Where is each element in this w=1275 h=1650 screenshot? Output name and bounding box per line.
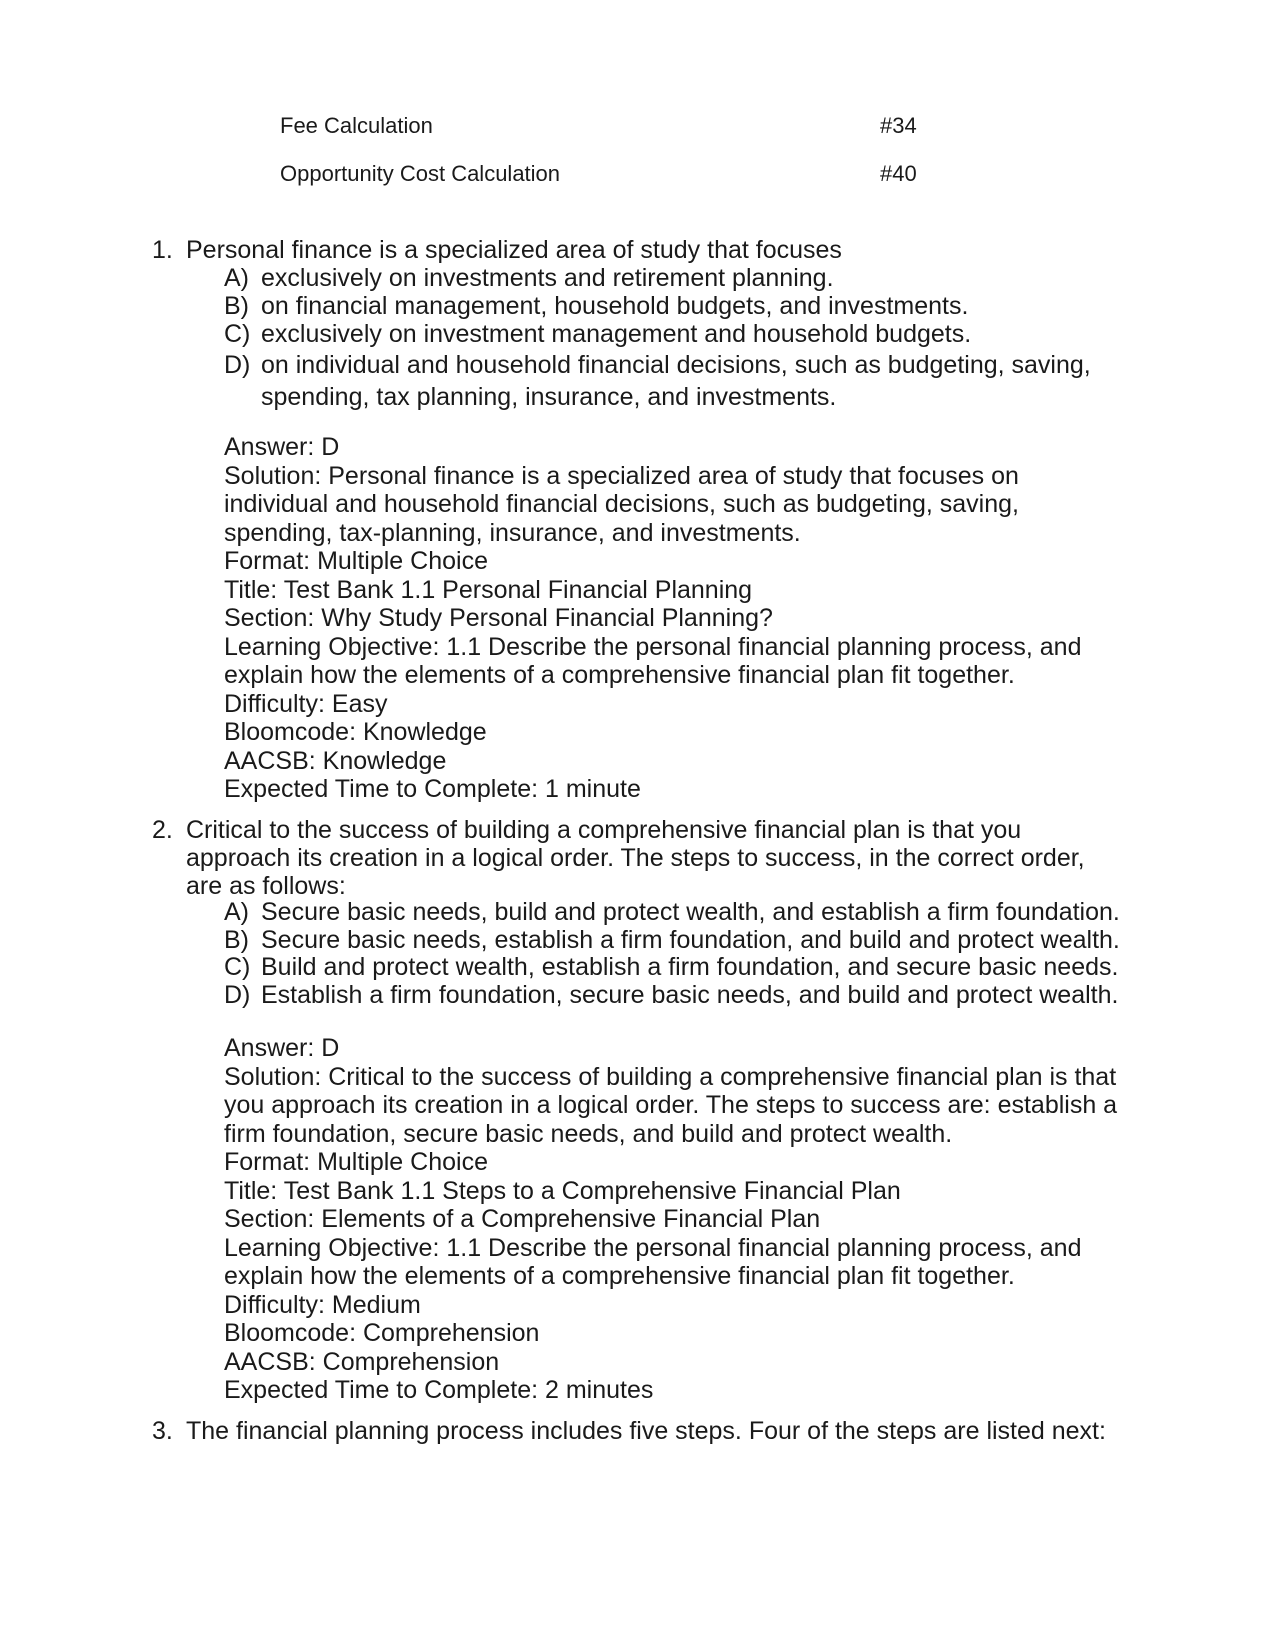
question-text-line: are as follows: — [186, 872, 346, 900]
option-letter: C) — [224, 953, 251, 981]
section-line: Section: Elements of a Comprehensive Financial Plan — [224, 1205, 821, 1233]
learning-objective-line: Learning Objective: 1.1 Describe the personal financial planning process, and — [224, 632, 1082, 661]
learning-objective-line: explain how the elements of a comprehensive financial plan fit together. — [224, 1262, 1015, 1290]
option-letter: C) — [224, 320, 251, 348]
option-text: Secure basic needs, build and protect wealth, and establish a firm foundation. — [261, 898, 1120, 926]
time-line: Expected Time to Complete: 2 minutes — [224, 1376, 654, 1404]
solution-line: spending, tax-planning, insurance, and investments. — [224, 518, 801, 547]
option-text: Build and protect wealth, establish a firm foundation, and secure basic needs. — [261, 953, 1119, 981]
option-text: Secure basic needs, establish a firm foundation, and build and protect wealth. — [261, 926, 1120, 954]
option-text: on financial management, household budgets, and investments. — [261, 292, 969, 320]
answer-line: Answer: D — [224, 1034, 340, 1062]
question-number: 3. — [152, 1417, 173, 1445]
title-line: Title: Test Bank 1.1 Steps to a Comprehensive Financial Plan — [224, 1176, 901, 1205]
option-letter: A) — [224, 898, 249, 926]
solution-line: individual and household financial decisions, such as budgeting, saving, — [224, 490, 1019, 518]
toc-row — [280, 160, 920, 188]
format-line: Format: Multiple Choice — [224, 1148, 488, 1176]
toc-label: Fee Calculation — [280, 113, 433, 138]
option-text: on individual and household financial decisions, such as budgeting, saving, — [261, 351, 1091, 379]
aacsb-line: AACSB: Knowledge — [224, 746, 447, 775]
option-letter: A) — [224, 264, 249, 292]
question-text — [186, 816, 1126, 900]
section-line: Section: Why Study Personal Financial Planning? — [224, 604, 773, 632]
option-text: Establish a firm foundation, secure basic needs, and build and protect wealth. — [261, 981, 1119, 1009]
question-number: 2. — [152, 816, 173, 844]
bloomcode-line: Bloomcode: Knowledge — [224, 718, 487, 746]
answer-line: Answer: D — [224, 433, 340, 461]
format-line: Format: Multiple Choice — [224, 547, 488, 575]
difficulty-line: Difficulty: Easy — [224, 689, 388, 718]
option-text: exclusively on investments and retirement planning. — [261, 264, 834, 292]
question-text: The financial planning process includes five steps. Four of the steps are listed next: — [186, 1417, 1106, 1445]
toc-label: Opportunity Cost Calculation — [280, 161, 561, 186]
solution-line: Solution: Critical to the success of building a comprehensive financial plan is that — [224, 1062, 1117, 1091]
toc-row — [280, 112, 920, 140]
title-line: Title: Test Bank 1.1 Personal Financial Planning — [224, 575, 753, 604]
option-letter: B) — [224, 926, 249, 954]
aacsb-line: AACSB: Comprehension — [224, 1347, 500, 1376]
option-text: spending, tax planning, insurance, and investments. — [261, 383, 837, 411]
question-1-metadata — [224, 433, 1124, 804]
question-text-line: approach its creation in a logical order. The steps to success, in the correct order, — [186, 844, 1085, 872]
toc-number: #34 — [880, 113, 917, 138]
solution-line: firm foundation, secure basic needs, and build and protect wealth. — [224, 1119, 953, 1148]
learning-objective-line: explain how the elements of a comprehensive financial plan fit together. — [224, 661, 1015, 689]
toc-number: #40 — [880, 161, 917, 186]
question-text-line: Critical to the success of building a comprehensive financial plan is that you — [186, 816, 1022, 844]
question-2-metadata — [224, 1034, 1124, 1405]
solution-line: Solution: Personal finance is a specialized area of study that focuses on — [224, 461, 1019, 490]
option-letter: B) — [224, 292, 249, 320]
option-letter: D) — [224, 351, 251, 379]
question-number: 1. — [152, 236, 173, 264]
option-letter: D) — [224, 981, 251, 1009]
difficulty-line: Difficulty: Medium — [224, 1290, 421, 1319]
learning-objective-line: Learning Objective: 1.1 Describe the personal financial planning process, and — [224, 1233, 1082, 1262]
solution-line: you approach its creation in a logical order. The steps to success are: establish a — [224, 1091, 1118, 1119]
bloomcode-line: Bloomcode: Comprehension — [224, 1319, 540, 1347]
option-text: exclusively on investment management and household budgets. — [261, 320, 972, 348]
question-text: Personal finance is a specialized area of study that focuses — [186, 236, 842, 264]
time-line: Expected Time to Complete: 1 minute — [224, 775, 641, 803]
